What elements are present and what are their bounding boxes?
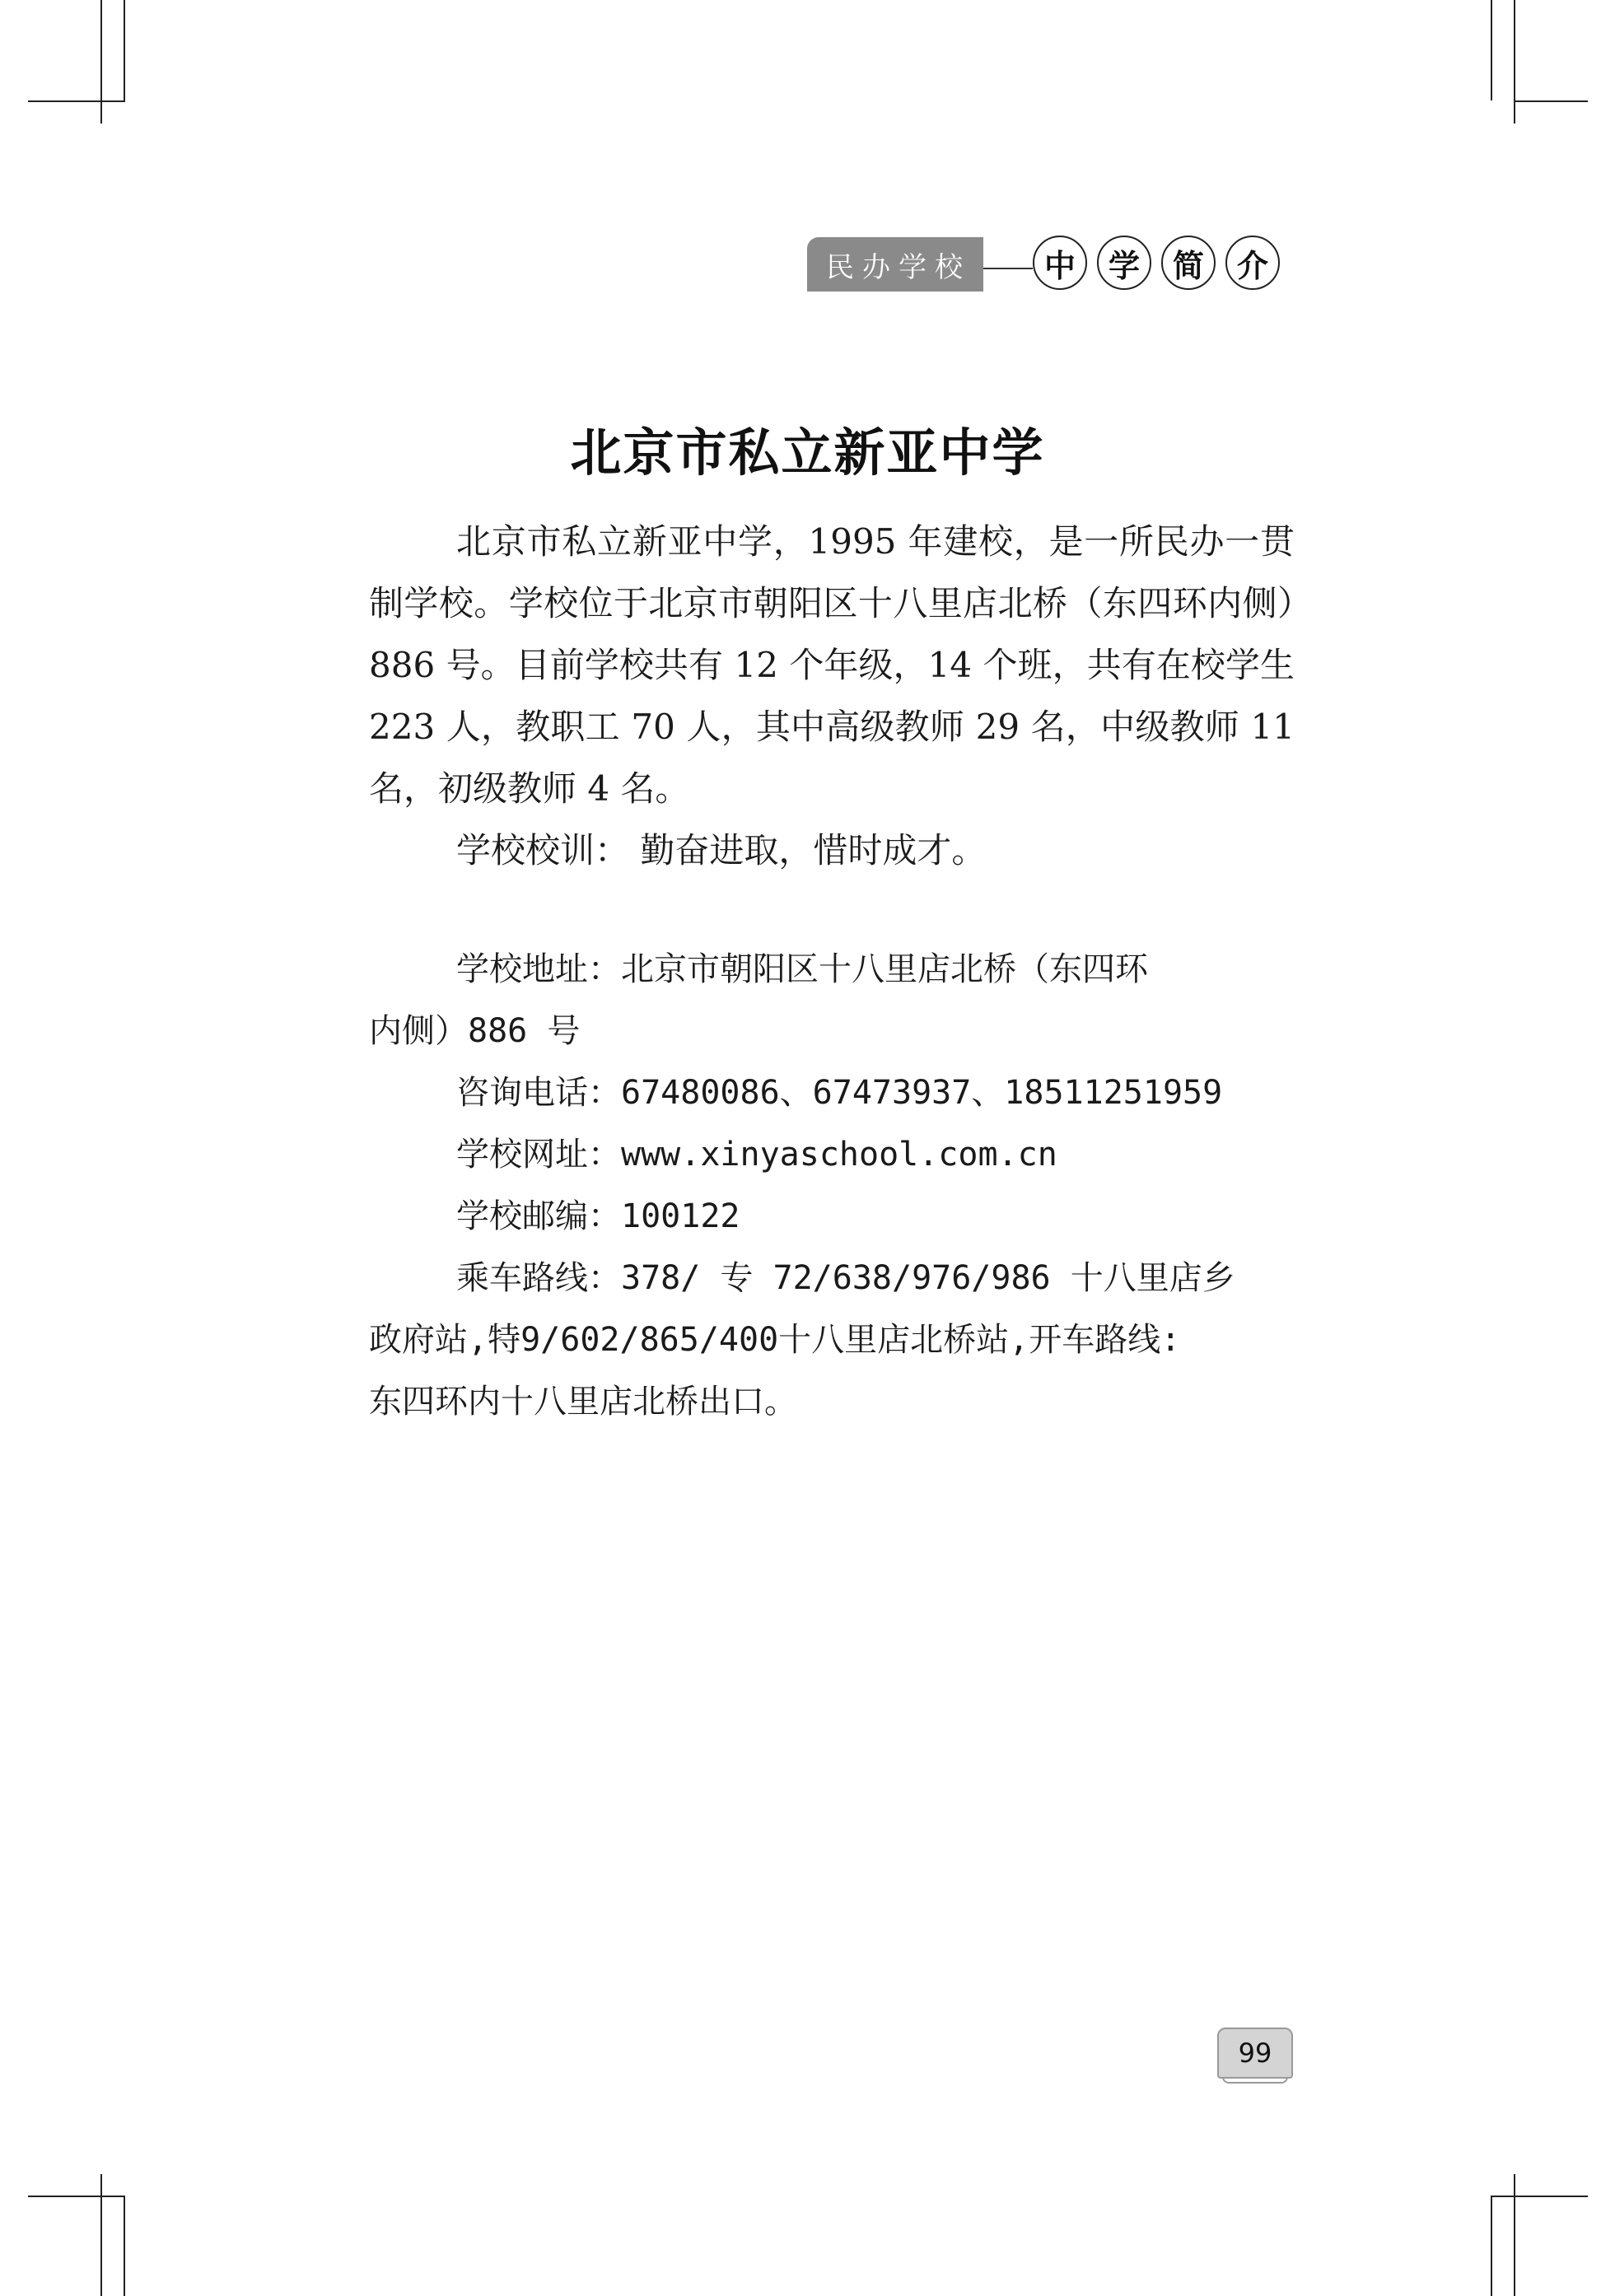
crop-mark-bottom-left-v2 [124,2196,125,2296]
crop-mark-top-left-v2 [124,0,125,100]
address-line-1: 学校地址：北京市朝阳区十八里店北桥（东四环 [456,950,1148,988]
address-line-2: 内侧）886 号 [369,1012,581,1050]
crop-mark-bottom-right-v1 [1491,2196,1492,2296]
crop-mark-top-right-h [1514,100,1588,102]
header-connector-line [983,268,1033,269]
school-motto: 学校校训： 勤奋进取，惜时成才。 [456,830,987,870]
crop-mark-bottom-right-v2 [1514,2174,1515,2296]
page-title: 北京市私立新亚中学 [570,422,1045,483]
website-line: 学校网址：www.xinyaschool.com.cn [456,1136,1057,1174]
header-circle-char: 中 [1033,236,1087,290]
header-circle-char: 学 [1097,236,1151,290]
intro-section [369,511,1295,881]
contact-info-section [369,939,1295,1433]
crop-mark-top-right-v2 [1514,0,1515,124]
crop-mark-bottom-left-v1 [100,2174,102,2296]
crop-mark-bottom-right-h [1491,2196,1588,2197]
crop-mark-top-left-v1 [100,0,102,124]
phone-line: 咨询电话：67480086、67473937、18511251959 [456,1074,1223,1112]
header-category-tag: 民办学校 [807,237,983,292]
crop-mark-top-right-v1 [1491,0,1492,100]
crop-mark-bottom-left-h [28,2196,125,2197]
crop-mark-top-left-h [28,100,125,102]
page-number-badge [1217,2028,1293,2079]
header-section-title [1033,236,1280,290]
page-number: 99 [1238,2037,1272,2069]
postcode-line: 学校邮编：100122 [456,1197,740,1235]
header-circle-char: 介 [1225,236,1280,290]
intro-paragraph: 北京市私立新亚中学，1995 年建校，是一所民办一贯制学校。学校位于北京市朝阳区十八里店北桥（东四环内侧）886 号。目前学校共有 12 个年级，14 个班，共有在校学生 223 人，教职工 70 人，其中高级教师 29 名，中级教师 11 名，初级教师 4 名。 [369,521,1295,809]
route-line-2: 政府站,特9/602/865/400十八里店北桥站,开车路线: [369,1321,1181,1359]
route-line-3: 东四环内十八里店北桥出口。 [369,1383,797,1421]
header-circle-char: 简 [1161,236,1216,290]
route-line-1: 乘车路线：378/ 专 72/638/976/986 十八里店乡 [456,1259,1235,1297]
